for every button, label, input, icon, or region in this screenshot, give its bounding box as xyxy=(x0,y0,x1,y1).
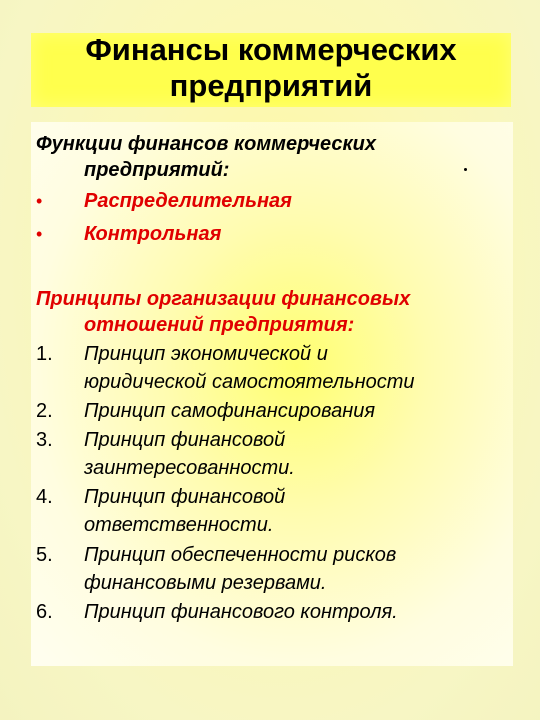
principle-number: 4. xyxy=(36,486,53,508)
bullet-icon: • xyxy=(36,191,43,211)
principle-item-1-line-2: юридической самостоятельности xyxy=(84,371,415,393)
principle-item-2-line-1: Принцип самофинансирования xyxy=(84,400,376,422)
principle-item-3-line-2: заинтересованности. xyxy=(84,457,295,479)
function-item-distributive: Распределительная xyxy=(84,190,292,212)
principle-number: 1. xyxy=(36,343,53,365)
slide-title xyxy=(31,32,511,104)
principles-heading-line-1: Принципы организации финансовых xyxy=(36,288,411,310)
principle-item-4-line-1: Принцип финансовой xyxy=(84,486,286,508)
principle-item-6-line-1: Принцип финансового контроля. xyxy=(84,601,398,623)
principle-item-1-line-1: Принцип экономической и xyxy=(84,343,328,365)
principle-item-4-line-2: ответственности. xyxy=(84,514,274,536)
stray-dot xyxy=(464,168,467,171)
principle-item-5-line-2: финансовыми резервами. xyxy=(84,572,327,594)
title-line-1: Финансы коммерческих xyxy=(85,32,457,67)
principles-heading-line-2: отношений предприятия: xyxy=(84,314,355,336)
principle-number: 3. xyxy=(36,429,53,451)
function-item-control: Контрольная xyxy=(84,223,222,245)
principle-item-3-line-1: Принцип финансовой xyxy=(84,429,286,451)
principle-number: 2. xyxy=(36,400,53,422)
functions-heading-line-1: Функции финансов коммерческих xyxy=(36,133,376,155)
title-line-2: предприятий xyxy=(169,68,373,103)
principle-number: 6. xyxy=(36,601,53,623)
bullet-icon: • xyxy=(36,224,43,244)
principle-item-5-line-1: Принцип обеспеченности рисков xyxy=(84,544,397,566)
functions-heading-line-2: предприятий: xyxy=(84,159,230,181)
principle-number: 5. xyxy=(36,544,53,566)
